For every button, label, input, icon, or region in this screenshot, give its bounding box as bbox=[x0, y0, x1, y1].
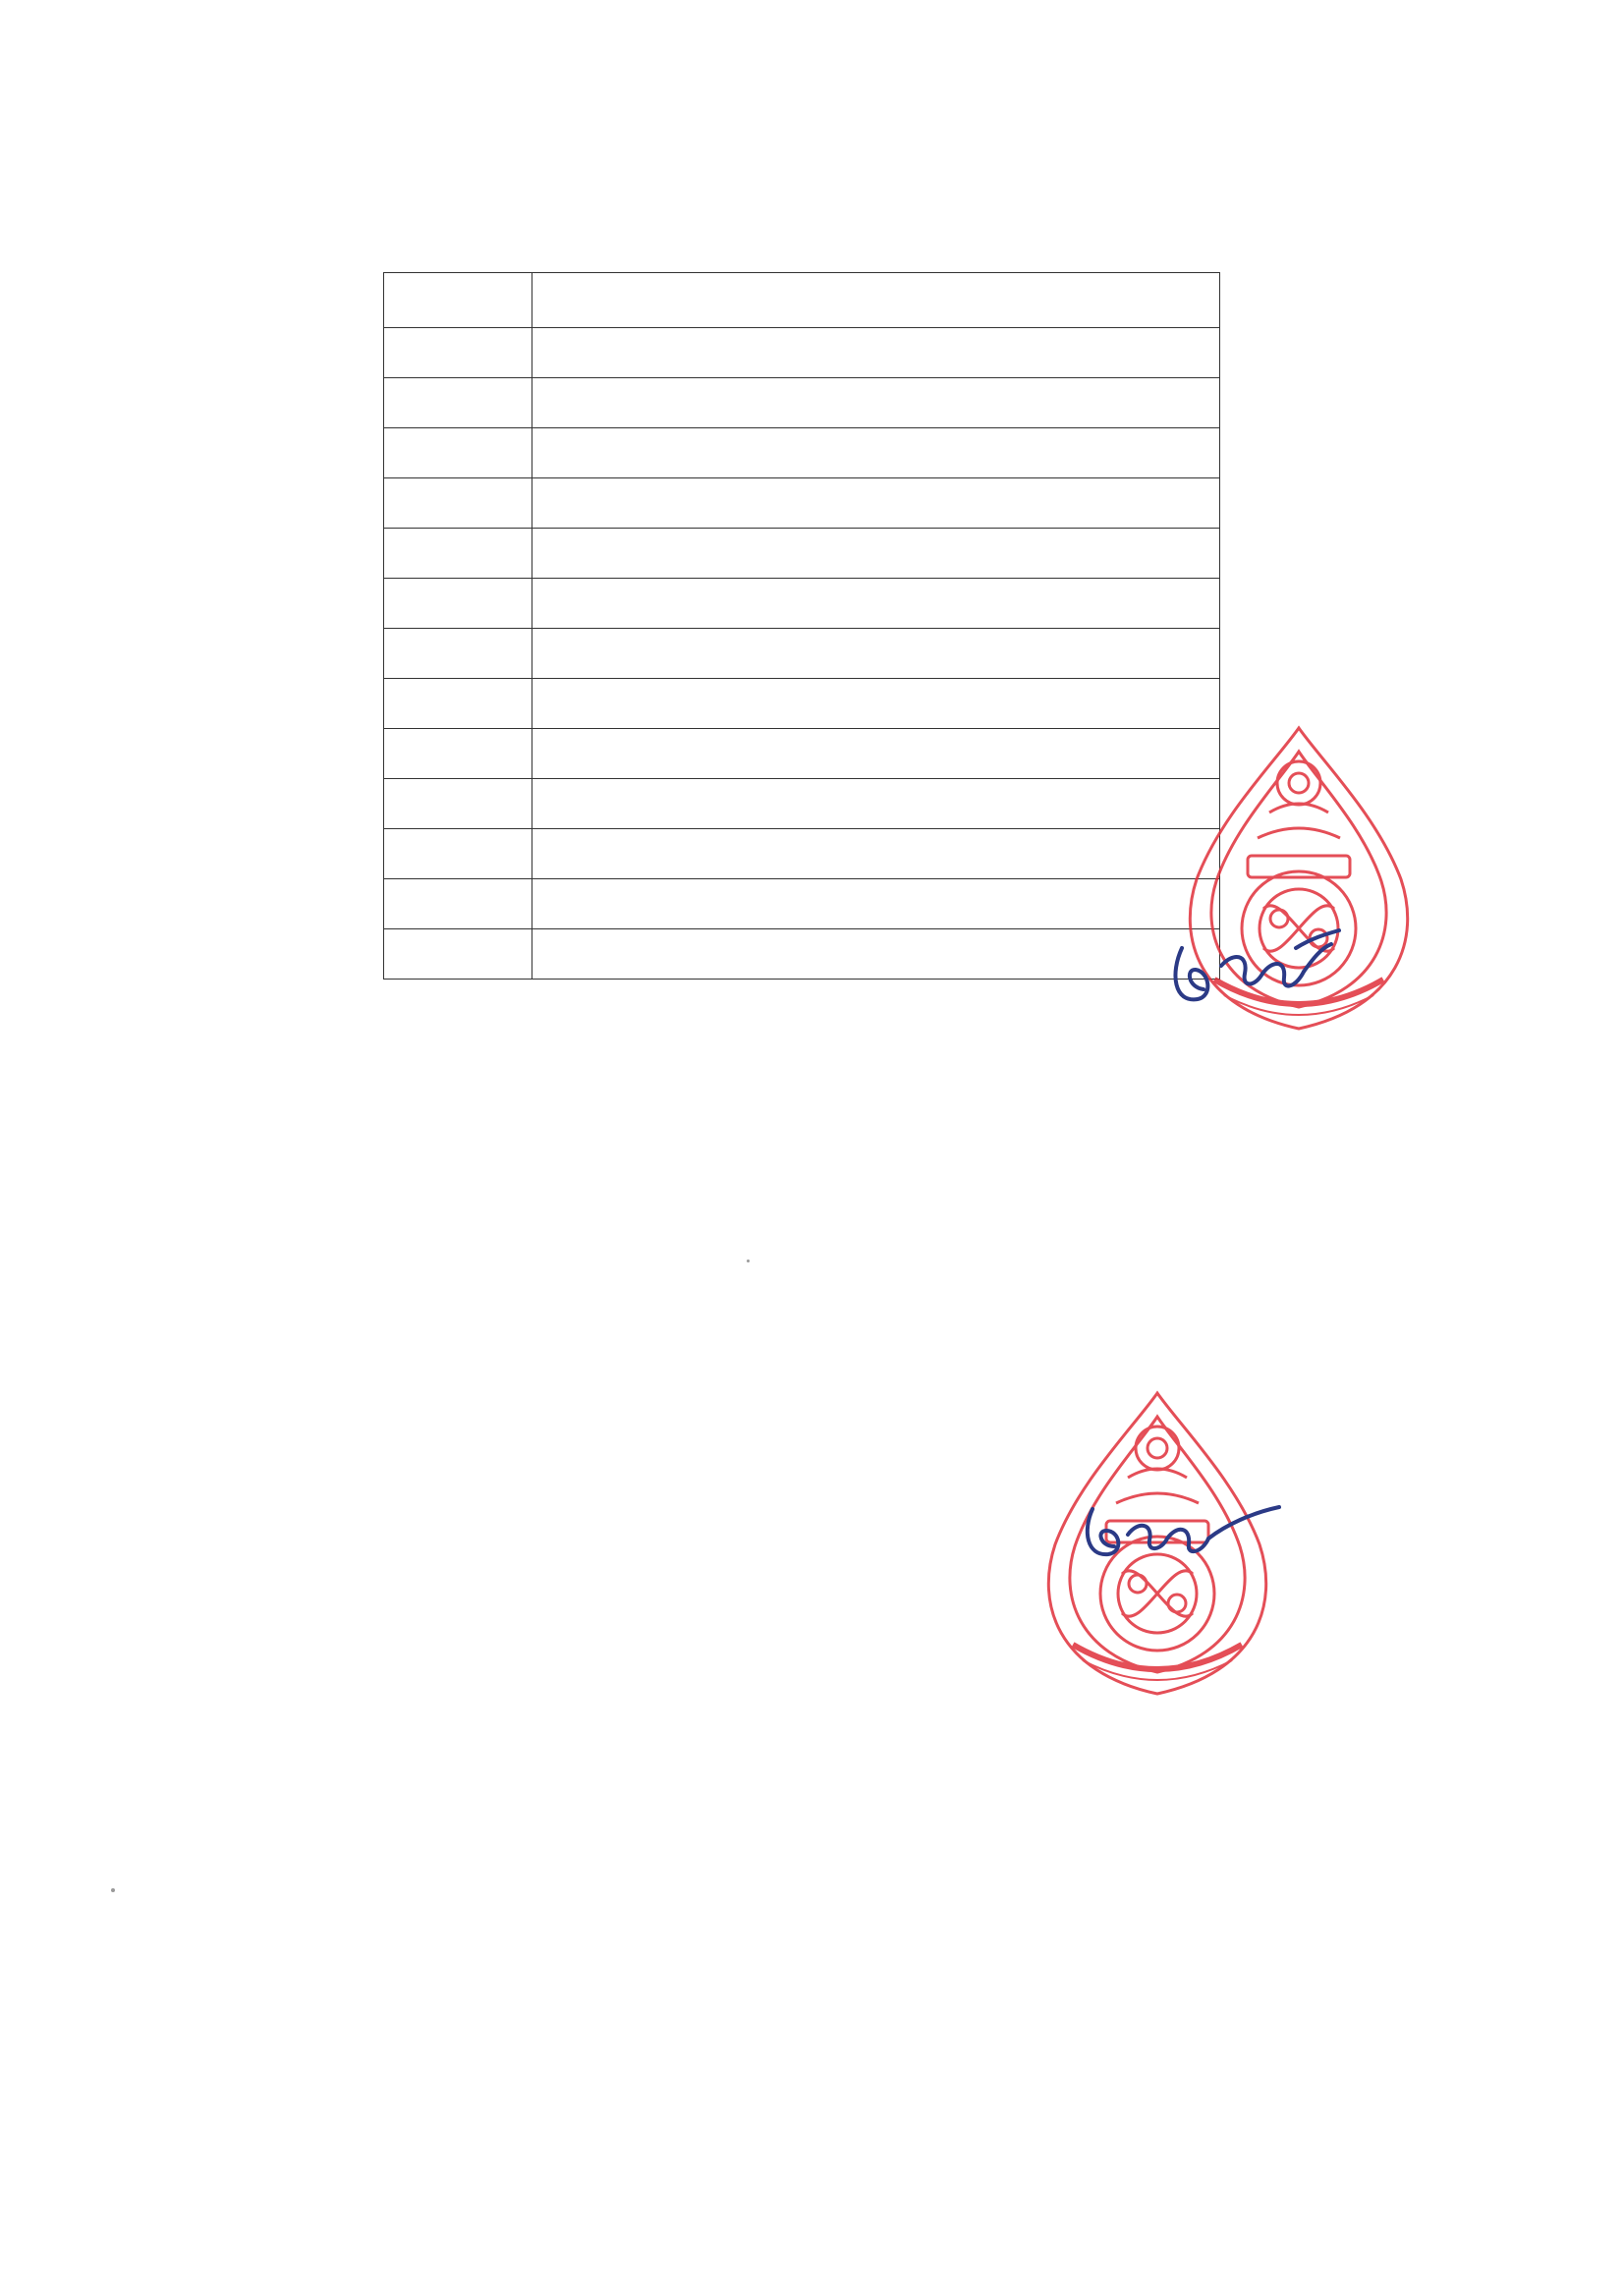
row-number bbox=[384, 579, 532, 629]
row-number bbox=[384, 529, 532, 579]
row-number bbox=[384, 779, 532, 829]
table-row bbox=[384, 529, 1220, 579]
row-number bbox=[384, 629, 532, 679]
name-cell bbox=[532, 529, 1220, 579]
row-number bbox=[384, 328, 532, 378]
table-row bbox=[384, 478, 1220, 529]
paper-speck bbox=[747, 1260, 750, 1262]
table-row bbox=[384, 428, 1220, 478]
table-row bbox=[384, 879, 1220, 929]
row-number bbox=[384, 929, 532, 980]
table-row bbox=[384, 328, 1220, 378]
paper-speck bbox=[111, 1888, 115, 1892]
table-row bbox=[384, 779, 1220, 829]
row-number bbox=[384, 478, 532, 529]
table-row bbox=[384, 579, 1220, 629]
row-number bbox=[384, 679, 532, 729]
table-row bbox=[384, 729, 1220, 779]
name-cell bbox=[532, 929, 1220, 980]
table-row bbox=[384, 679, 1220, 729]
column-header-name bbox=[532, 273, 1220, 328]
name-cell bbox=[532, 378, 1220, 428]
table-row bbox=[384, 378, 1220, 428]
name-cell bbox=[532, 328, 1220, 378]
table-row bbox=[384, 629, 1220, 679]
row-number bbox=[384, 879, 532, 929]
name-cell bbox=[532, 629, 1220, 679]
name-cell bbox=[532, 428, 1220, 478]
name-cell bbox=[532, 478, 1220, 529]
name-cell bbox=[532, 879, 1220, 929]
table-row bbox=[384, 829, 1220, 879]
signature-top bbox=[1164, 909, 1351, 1022]
name-cell bbox=[532, 829, 1220, 879]
roster-table bbox=[383, 272, 1220, 980]
name-cell bbox=[532, 779, 1220, 829]
name-cell bbox=[532, 579, 1220, 629]
column-header-number bbox=[384, 273, 532, 328]
name-cell bbox=[532, 679, 1220, 729]
row-number bbox=[384, 829, 532, 879]
name-cell bbox=[532, 729, 1220, 779]
table-header-row bbox=[384, 273, 1220, 328]
row-number bbox=[384, 428, 532, 478]
row-number bbox=[384, 378, 532, 428]
signature-bottom bbox=[1079, 1495, 1285, 1574]
table-row bbox=[384, 929, 1220, 980]
table-body bbox=[384, 328, 1220, 980]
row-number bbox=[384, 729, 532, 779]
